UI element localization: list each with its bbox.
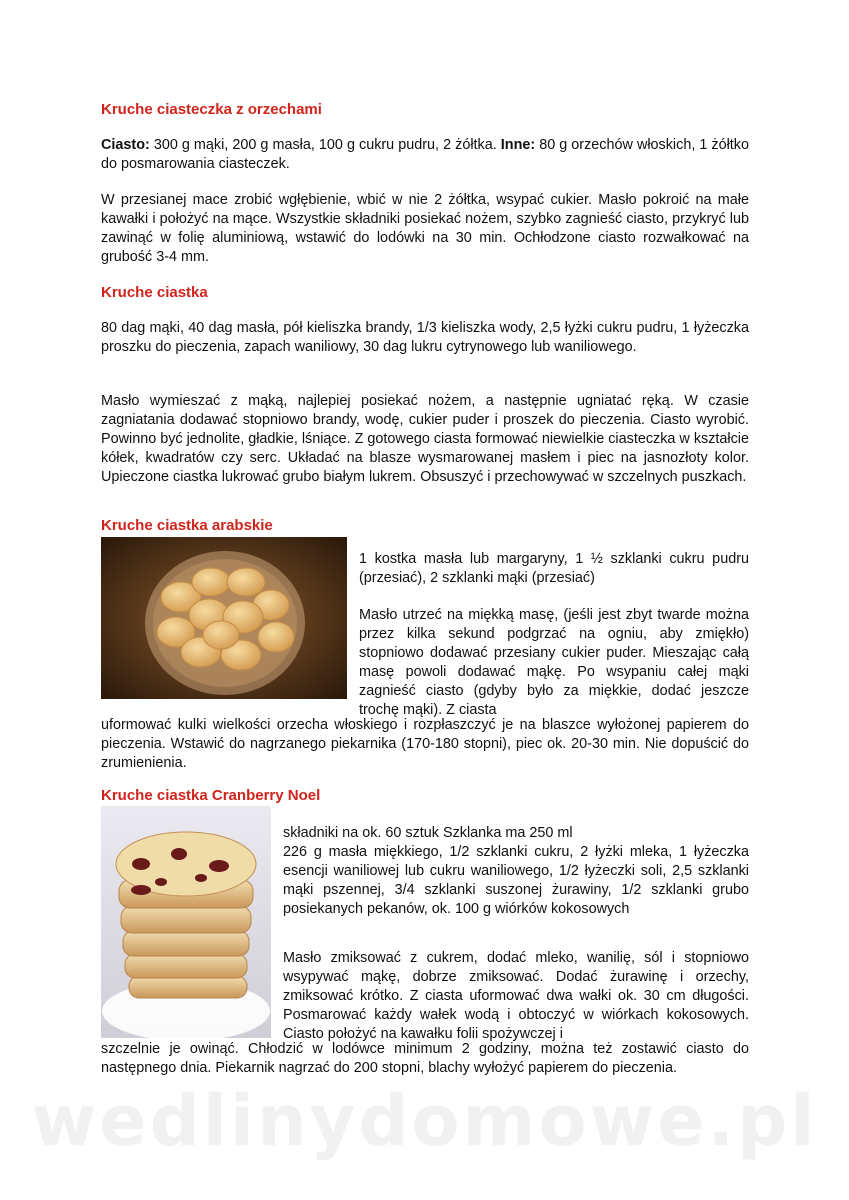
recipe-method-side: Masło zmiksować z cukrem, dodać mleko, wanilię, sól i stopniowo wsypywać mąkę, dobrze zmiksować. Dodać żurawinę i orzechy, zmiksować krótko. Z ciasta uformować dwa wałki ok. 30 cm długości. Posmarować każdy wałek wodą i obtoczyć w wiórkach kokosowych. Ciasto położyć na kawałku folii spożywczej i: [283, 950, 749, 1042]
recipe-yield: składniki na ok. 60 sztuk Szklanka ma 250 ml: [283, 825, 573, 841]
ingredients-label: Ciasto:: [101, 137, 150, 153]
cookie-bowl-illustration: [101, 537, 347, 699]
cookie-stack-illustration: [101, 806, 271, 1038]
recipe-ingredients: 226 g masła miękkiego, 1/2 szklanki cukru, 2 łyżki mleka, 1 łyżeczka esencji waniliowej lub cukru waniliowego, 1/2 łyżeczki soli, 2,5 szklanki mąki pszennej, 3/4 szklanki suszonej żurawiny, 1/2 szklanki grubo posiekanych pekanów, ok. 100 g wiórków kokosowych: [283, 844, 749, 917]
recipe-ingredients: 80 dag mąki, 40 dag masła, pół kieliszka brandy, 1/3 kieliszka wody, 2,5 łyżki cukru pudru, 1 łyżeczka proszku do pieczenia, zapach waniliowy, 30 dag lukru cytrynowego lub waniliowego.: [101, 320, 749, 355]
other-label: Inne:: [500, 137, 536, 153]
recipe-ingredients: [101, 136, 749, 174]
other-text: 80 g orzechów włoskich, 1 żółtko do posmarowania ciasteczek.: [101, 137, 750, 172]
recipe-method-continued: szczelnie je owinąć. Chłodzić w lodówce minimum 2 godziny, można też zostawić ciasto do następnego dnia. Piekarnik nagrzać do 200 stopni, blachy wyłożyć papierem do pieczenia.: [101, 1041, 749, 1076]
recipe-title: Kruche ciasteczka z orzechami: [101, 101, 322, 118]
cookie-bowl-photo: [101, 537, 347, 699]
recipe-ingredients: 1 kostka masła lub margaryny, 1 ½ szklanki cukru pudru (przesiać), 2 szklanki mąki (przesiać): [359, 551, 749, 586]
recipe-title: Kruche ciastka Cranberry Noel: [101, 787, 321, 804]
cranberry-cookies-photo: [101, 806, 271, 1038]
recipe-method-side: Masło utrzeć na miękką masę, (jeśli jest zbyt twarde można przez kilka sekund podgrzać na ogniu, aby zmiękło) stopniowo dodawać przesiany cukier puder. Mieszając całą masę powoli dodawać mąkę. Po wsypaniu całej mąki zagnieść ciasto (gdyby było za miękkie, dodać jeszcze trochę mąki). Z ciasta: [359, 607, 749, 718]
recipe-method-continued: uformować kulki wielkości orzecha włoskiego i rozpłaszczyć je na blaszce wyłożonej papierem do pieczenia. Wstawić do nagrzanego piekarnika (170-180 stopni), piec ok. 20-30 min. Nie dopuścić do zrumienienia.: [101, 717, 749, 771]
ingredients-text: 300 g mąki, 200 g masła, 100 g cukru pudru, 2 żółtka.: [149, 137, 501, 153]
recipe-method: W przesianej mace zrobić wgłębienie, wbić w nie 2 żółtka, wsypać cukier. Masło pokroić na małe kawałki i położyć na mące. Wszystkie składniki posiekać nożem, szybko zagnieść ciasto, przykryć lub zawinąć w folię aluminiową, wstawić do lodówki na 30 min. Ochłodzone ciasto rozwałkować na grubość 3-4 mm.: [101, 192, 749, 265]
watermark: wedlinydomowe.pl: [31, 1080, 818, 1162]
recipe-title: Kruche ciastka arabskie: [101, 517, 273, 534]
recipe-method: Masło wymieszać z mąką, najlepiej posiekać nożem, a następnie ugniatać ręką. W czasie zagniatania dodawać stopniowo brandy, wodę, cukier puder i proszek do pieczenia. Ciasto wyrobić. Powinno być jednolite, gładkie, lśniące. Z gotowego ciasta formować niewielkie ciasteczka w kształcie kółek, kwadratów czy serc. Układać na blasze wysmarowanej masłem i piec na jasnozłoty kolor. Upieczone ciastka lukrować grubo białym lukrem. Obsuszyć i przechowywać w szczelnych puszkach.: [101, 393, 749, 485]
recipe-title: Kruche ciastka: [101, 284, 208, 301]
